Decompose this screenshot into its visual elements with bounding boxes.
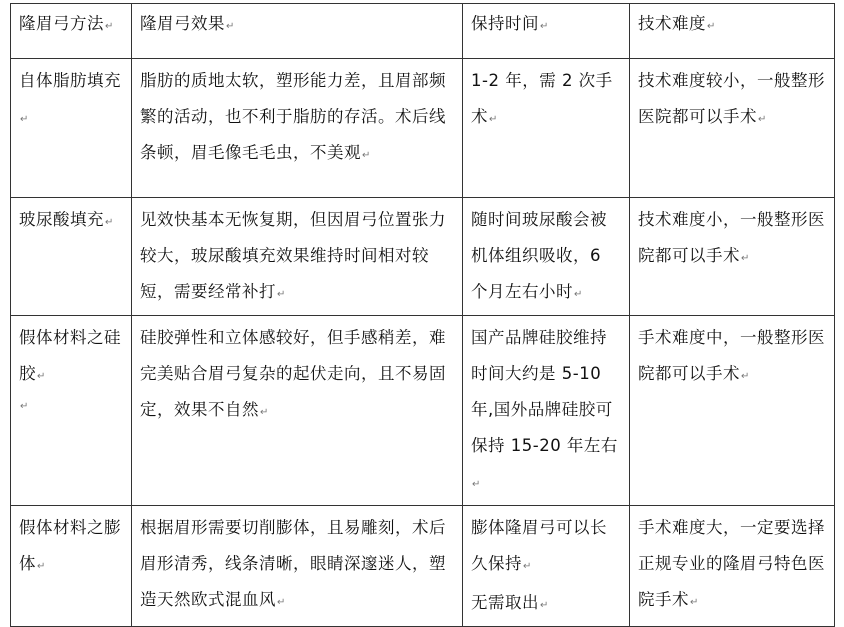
header-difficulty: 技术难度 ↵ [630,4,835,59]
header-method: 隆眉弓方法 ↵ [11,4,132,59]
cell-duration: 随时间玻尿酸会被机体组织吸收，6 个月左右小时 ↵ [463,198,630,316]
cell-method: 自体脂肪填充 ↵ [11,59,132,198]
paragraph-mark [20,395,125,419]
cell-effect: 脂肪的质地太软，塑形能力差，且眉部频繁的活动，也不利于脂肪的存活。术后线条顿，眉毛像毛毛虫，不美观 ↵ [132,59,463,198]
cell-method: 玻尿酸填充 ↵ [11,198,132,316]
table-row [11,59,835,198]
table-row [11,198,835,316]
cell-duration-extra: 无需取出 [471,593,539,612]
comparison-table [10,3,835,627]
cell-difficulty: 手术难度大，一定要选择正规专业的隆眉弓特色医院手术 ↵ [630,506,835,627]
cell-effect: 见效快基本无恢复期，但因眉弓位置张力较大，玻尿酸填充效果维持时间相对较短，需要经常补打 ↵ [132,198,463,316]
cell-duration: 1-2 年，需 2 次手术 ↵ [463,59,630,198]
table-header-row [11,4,835,59]
header-effect: 隆眉弓效果 ↵ [132,4,463,59]
table-row [11,316,835,506]
cell-duration: 国产品牌硅胶维持时间大约是 5-10 年,国外品牌硅胶可保持 15-20 年左右 ↵ [463,316,630,506]
cell-duration: 膨体隆眉弓可以长久保持 ↵ 无需取出 ↵ [463,506,630,627]
cell-difficulty: 手术难度中，一般整形医院都可以手术 ↵ [630,316,835,506]
cell-effect: 根据眉形需要切削膨体，且易雕刻，术后眉形清秀，线条清晰，眼睛深邃迷人，塑造天然欧式混血风 ↵ [132,506,463,627]
header-duration: 保持时间 ↵ [463,4,630,59]
cell-difficulty: 技术难度较小，一般整形医院都可以手术 ↵ [630,59,835,198]
cell-method: 假体材料之膨体 ↵ [11,506,132,627]
cell-method: 假体材料之硅胶 ↵ ↵ [11,316,132,506]
table-row [11,506,835,627]
cell-effect: 硅胶弹性和立体感较好，但手感稍差，难完美贴合眉弓复杂的起伏走向，且不易固定，效果不自然 ↵ [132,316,463,506]
cell-difficulty: 技术难度小，一般整形医院都可以手术 ↵ [630,198,835,316]
